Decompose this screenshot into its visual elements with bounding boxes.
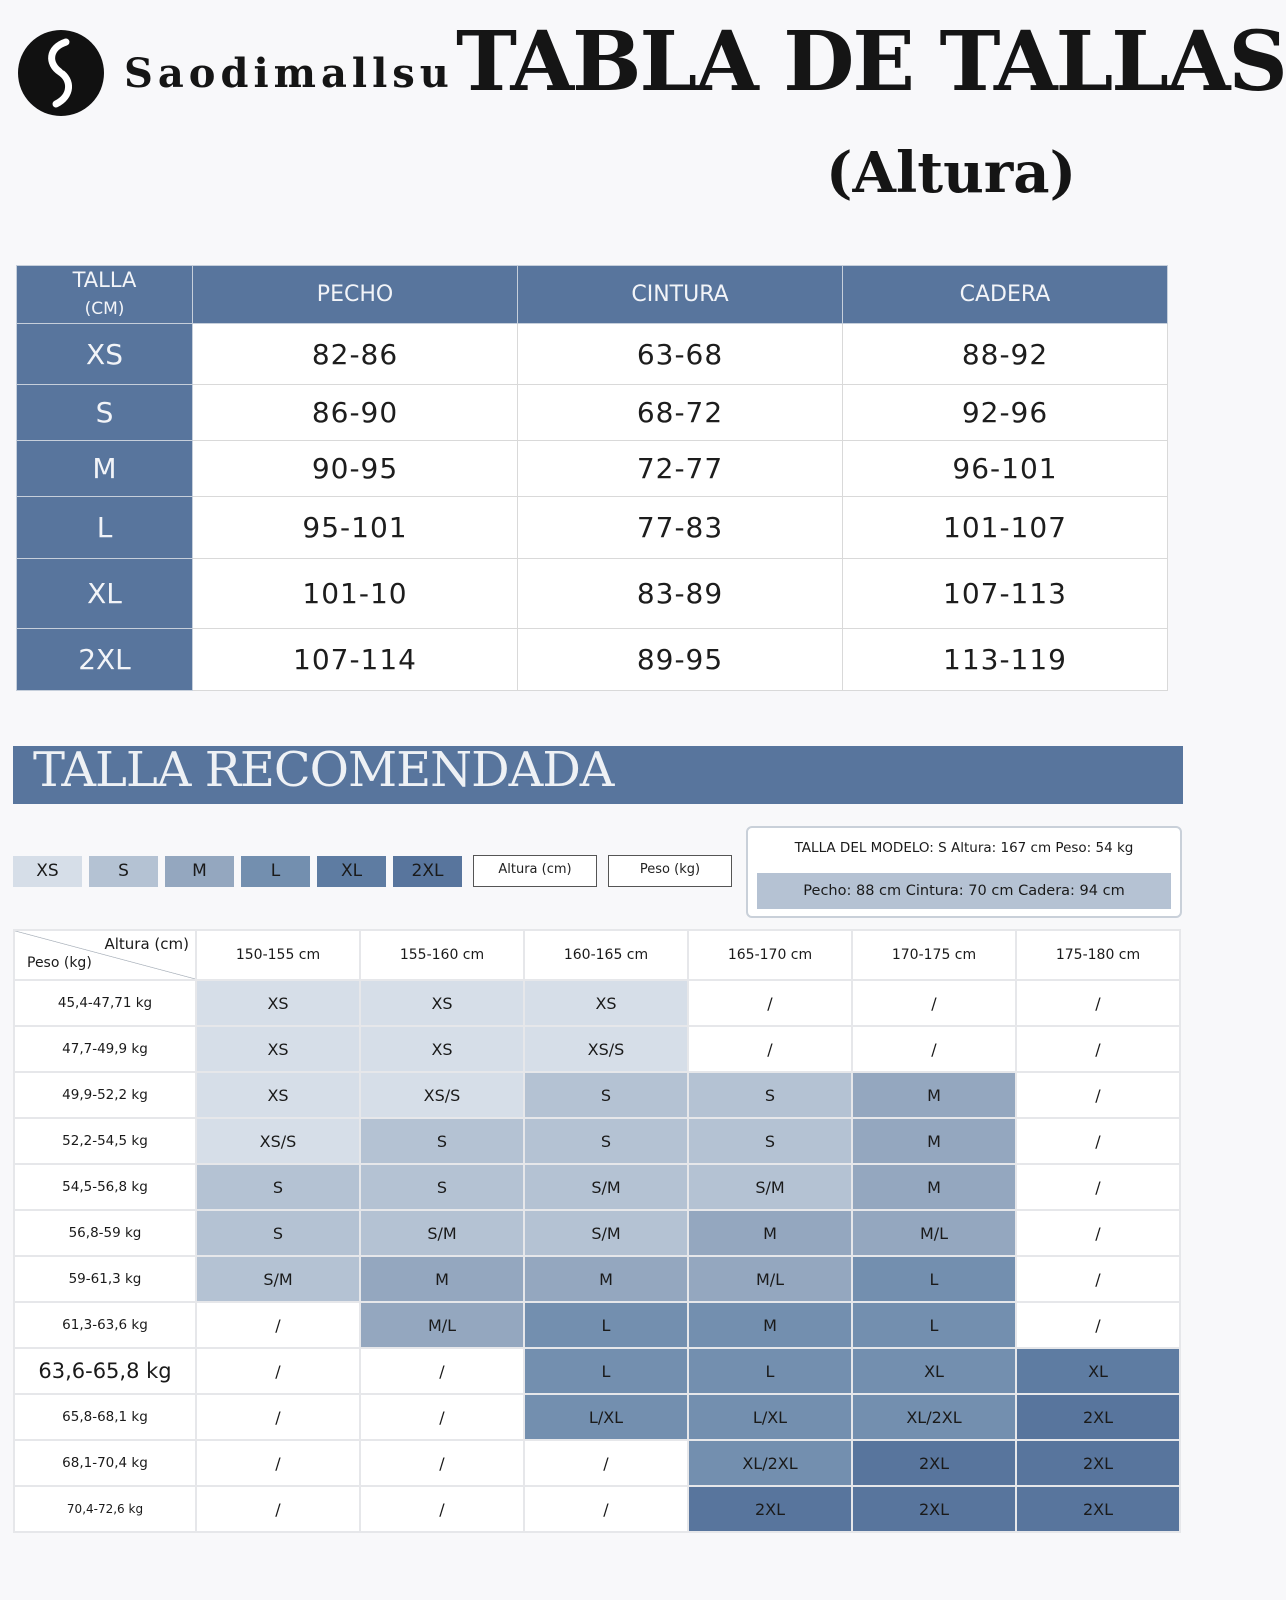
recommended-size-cell: / bbox=[196, 1486, 360, 1532]
pecho-value: 95-101 bbox=[193, 497, 518, 559]
recommended-size-cell: / bbox=[688, 1026, 852, 1072]
recommended-size-cell: S bbox=[688, 1072, 852, 1118]
model-info-line1: TALLA DEL MODELO: S Altura: 167 cm Peso: 54 kg bbox=[794, 840, 1134, 856]
page-title: TABLA DE TALLAS bbox=[456, 14, 1286, 110]
recommended-size-cell: S/M bbox=[360, 1210, 524, 1256]
grid-row bbox=[14, 1440, 1180, 1486]
header-pecho: PECHO bbox=[193, 266, 518, 324]
size-label: L bbox=[17, 497, 193, 559]
recommended-size-cell: 2XL bbox=[852, 1440, 1016, 1486]
recommended-size-cell: XL/2XL bbox=[852, 1394, 1016, 1440]
pecho-value: 82-86 bbox=[193, 324, 518, 385]
grid-corner bbox=[14, 930, 196, 980]
grid-header-row bbox=[14, 930, 1180, 980]
recommended-size-cell: XS/S bbox=[196, 1118, 360, 1164]
legend-swatch-xs: XS bbox=[13, 856, 82, 887]
grid-row bbox=[14, 1072, 1180, 1118]
grid-row bbox=[14, 1348, 1180, 1394]
logo-s-icon bbox=[18, 30, 104, 116]
header-cintura: CINTURA bbox=[518, 266, 843, 324]
recommended-size-cell: XL bbox=[852, 1348, 1016, 1394]
grid-row bbox=[14, 1210, 1180, 1256]
cintura-value: 83-89 bbox=[518, 559, 843, 629]
weight-row-label: 68,1-70,4 kg bbox=[14, 1440, 196, 1486]
model-info-box bbox=[746, 826, 1182, 918]
recommended-size-cell: / bbox=[1016, 1164, 1180, 1210]
recommended-size-cell: / bbox=[852, 980, 1016, 1026]
recommended-size-cell: S bbox=[524, 1072, 688, 1118]
recommended-size-cell: XL/2XL bbox=[688, 1440, 852, 1486]
weight-row-label: 70,4-72,6 kg bbox=[14, 1486, 196, 1532]
weight-row-label: 45,4-47,71 kg bbox=[14, 980, 196, 1026]
recommended-size-cell: / bbox=[1016, 1118, 1180, 1164]
recommended-size-cell: S/M bbox=[688, 1164, 852, 1210]
cadera-value: 96-101 bbox=[843, 441, 1168, 497]
pecho-value: 101-10 bbox=[193, 559, 518, 629]
recommendation-grid bbox=[13, 929, 1181, 1533]
recommended-size-cell: / bbox=[360, 1440, 524, 1486]
size-row bbox=[17, 441, 1168, 497]
recommended-size-cell: / bbox=[1016, 980, 1180, 1026]
recommended-size-cell: XS bbox=[360, 1026, 524, 1072]
grid-row bbox=[14, 1026, 1180, 1072]
recommended-size-cell: 2XL bbox=[1016, 1486, 1180, 1532]
legend-swatch-l: L bbox=[241, 856, 310, 887]
recommended-banner bbox=[13, 742, 1183, 804]
recommended-size-cell: S/M bbox=[524, 1210, 688, 1256]
pecho-value: 90-95 bbox=[193, 441, 518, 497]
recommended-size-cell: S bbox=[196, 1210, 360, 1256]
recommended-size-cell: / bbox=[852, 1026, 1016, 1072]
size-table bbox=[16, 265, 1168, 691]
grid-row bbox=[14, 1118, 1180, 1164]
corner-peso-label: Peso (kg) bbox=[27, 955, 92, 971]
recommended-size-cell: L bbox=[852, 1302, 1016, 1348]
recommended-size-cell: / bbox=[196, 1348, 360, 1394]
recommended-size-cell: M bbox=[524, 1256, 688, 1302]
recommended-size-cell: XS/S bbox=[524, 1026, 688, 1072]
cadera-value: 88-92 bbox=[843, 324, 1168, 385]
recommended-size-cell: / bbox=[360, 1486, 524, 1532]
grid-row bbox=[14, 1302, 1180, 1348]
height-column-header: 160-165 cm bbox=[524, 930, 688, 980]
recommended-size-cell: / bbox=[524, 1486, 688, 1532]
header-cadera: CADERA bbox=[843, 266, 1168, 324]
recommended-size-cell: XS/S bbox=[360, 1072, 524, 1118]
weight-row-label: 47,7-49,9 kg bbox=[14, 1026, 196, 1072]
size-label: XL bbox=[17, 559, 193, 629]
recommended-size-cell: S bbox=[360, 1164, 524, 1210]
recommended-size-cell: / bbox=[196, 1440, 360, 1486]
recommended-size-cell: M bbox=[688, 1302, 852, 1348]
recommended-size-cell: 2XL bbox=[1016, 1440, 1180, 1486]
legend-swatch-s: S bbox=[89, 856, 158, 887]
size-row bbox=[17, 385, 1168, 441]
recommended-size-cell: S bbox=[196, 1164, 360, 1210]
weight-row-label: 52,2-54,5 kg bbox=[14, 1118, 196, 1164]
cintura-value: 89-95 bbox=[518, 629, 843, 691]
recommended-size-cell: XS bbox=[524, 980, 688, 1026]
recommended-size-cell: / bbox=[196, 1394, 360, 1440]
recommended-size-cell: M/L bbox=[852, 1210, 1016, 1256]
recommended-size-cell: 2XL bbox=[688, 1486, 852, 1532]
recommended-size-cell: L bbox=[524, 1302, 688, 1348]
grid-row bbox=[14, 1394, 1180, 1440]
cintura-value: 77-83 bbox=[518, 497, 843, 559]
recommended-size-cell: XS bbox=[196, 1072, 360, 1118]
size-label: 2XL bbox=[17, 629, 193, 691]
brand-logo bbox=[18, 30, 104, 116]
recommended-size-cell: S/M bbox=[524, 1164, 688, 1210]
brand-name: Saodimallsu bbox=[124, 50, 454, 97]
recommended-size-cell: L bbox=[852, 1256, 1016, 1302]
legend-peso: Peso (kg) bbox=[608, 855, 732, 887]
recommended-size-cell: / bbox=[1016, 1210, 1180, 1256]
cadera-value: 101-107 bbox=[843, 497, 1168, 559]
weight-row-label: 54,5-56,8 kg bbox=[14, 1164, 196, 1210]
size-row bbox=[17, 629, 1168, 691]
recommended-size-cell: L/XL bbox=[524, 1394, 688, 1440]
size-label: S bbox=[17, 385, 193, 441]
recommended-title: TALLA RECOMENDADA bbox=[33, 742, 614, 798]
recommended-size-cell: XS bbox=[196, 1026, 360, 1072]
cintura-value: 63-68 bbox=[518, 324, 843, 385]
grid-row bbox=[14, 980, 1180, 1026]
recommended-size-cell: L bbox=[524, 1348, 688, 1394]
weight-row-label: 65,8-68,1 kg bbox=[14, 1394, 196, 1440]
recommended-size-cell: M bbox=[852, 1118, 1016, 1164]
grid-row bbox=[14, 1164, 1180, 1210]
recommended-size-cell: M bbox=[360, 1256, 524, 1302]
recommended-size-cell: L bbox=[688, 1348, 852, 1394]
cadera-value: 113-119 bbox=[843, 629, 1168, 691]
recommended-size-cell: M/L bbox=[360, 1302, 524, 1348]
recommended-size-cell: M bbox=[852, 1072, 1016, 1118]
weight-row-label: 63,6-65,8 kg bbox=[14, 1348, 196, 1394]
height-column-header: 155-160 cm bbox=[360, 930, 524, 980]
pecho-value: 107-114 bbox=[193, 629, 518, 691]
recommended-size-cell: XS bbox=[360, 980, 524, 1026]
model-info-line2: Pecho: 88 cm Cintura: 70 cm Cadera: 94 cm bbox=[757, 873, 1171, 909]
recommended-size-cell: M bbox=[688, 1210, 852, 1256]
recommended-size-cell: S bbox=[688, 1118, 852, 1164]
weight-row-label: 61,3-63,6 kg bbox=[14, 1302, 196, 1348]
grid-row bbox=[14, 1486, 1180, 1532]
cadera-value: 92-96 bbox=[843, 385, 1168, 441]
page-subtitle: (Altura) bbox=[826, 140, 1077, 206]
recommended-size-cell: XL bbox=[1016, 1348, 1180, 1394]
recommended-size-cell: M/L bbox=[688, 1256, 852, 1302]
recommended-size-cell: / bbox=[1016, 1026, 1180, 1072]
cadera-value: 107-113 bbox=[843, 559, 1168, 629]
recommended-size-cell: / bbox=[360, 1394, 524, 1440]
recommended-size-cell: S/M bbox=[196, 1256, 360, 1302]
legend-swatch-xl: XL bbox=[317, 856, 386, 887]
height-column-header: 150-155 cm bbox=[196, 930, 360, 980]
height-column-header: 175-180 cm bbox=[1016, 930, 1180, 980]
size-label: M bbox=[17, 441, 193, 497]
legend-swatch-m: M bbox=[165, 856, 234, 887]
recommended-size-cell: / bbox=[1016, 1302, 1180, 1348]
cintura-value: 72-77 bbox=[518, 441, 843, 497]
recommended-size-cell: M bbox=[852, 1164, 1016, 1210]
recommended-size-cell: L/XL bbox=[688, 1394, 852, 1440]
grid-row bbox=[14, 1256, 1180, 1302]
recommended-size-cell: S bbox=[524, 1118, 688, 1164]
pecho-value: 86-90 bbox=[193, 385, 518, 441]
recommended-size-cell: / bbox=[360, 1348, 524, 1394]
recommended-size-cell: / bbox=[1016, 1256, 1180, 1302]
size-row bbox=[17, 559, 1168, 629]
weight-row-label: 56,8-59 kg bbox=[14, 1210, 196, 1256]
recommended-size-cell: 2XL bbox=[1016, 1394, 1180, 1440]
weight-row-label: 49,9-52,2 kg bbox=[14, 1072, 196, 1118]
size-row bbox=[17, 324, 1168, 385]
cintura-value: 68-72 bbox=[518, 385, 843, 441]
weight-row-label: 59-61,3 kg bbox=[14, 1256, 196, 1302]
recommended-size-cell: XS bbox=[196, 980, 360, 1026]
recommended-size-cell: / bbox=[196, 1302, 360, 1348]
size-label: XS bbox=[17, 324, 193, 385]
recommended-size-cell: S bbox=[360, 1118, 524, 1164]
recommended-size-cell: 2XL bbox=[852, 1486, 1016, 1532]
legend-swatch-2xl: 2XL bbox=[393, 856, 462, 887]
recommended-size-cell: / bbox=[524, 1440, 688, 1486]
corner-altura-label: Altura (cm) bbox=[104, 935, 189, 953]
recommended-size-cell: / bbox=[1016, 1072, 1180, 1118]
recommended-size-cell: / bbox=[688, 980, 852, 1026]
legend-altura: Altura (cm) bbox=[473, 855, 597, 887]
header-talla: TALLA (CM) bbox=[17, 266, 193, 324]
height-column-header: 165-170 cm bbox=[688, 930, 852, 980]
height-column-header: 170-175 cm bbox=[852, 930, 1016, 980]
size-row bbox=[17, 497, 1168, 559]
